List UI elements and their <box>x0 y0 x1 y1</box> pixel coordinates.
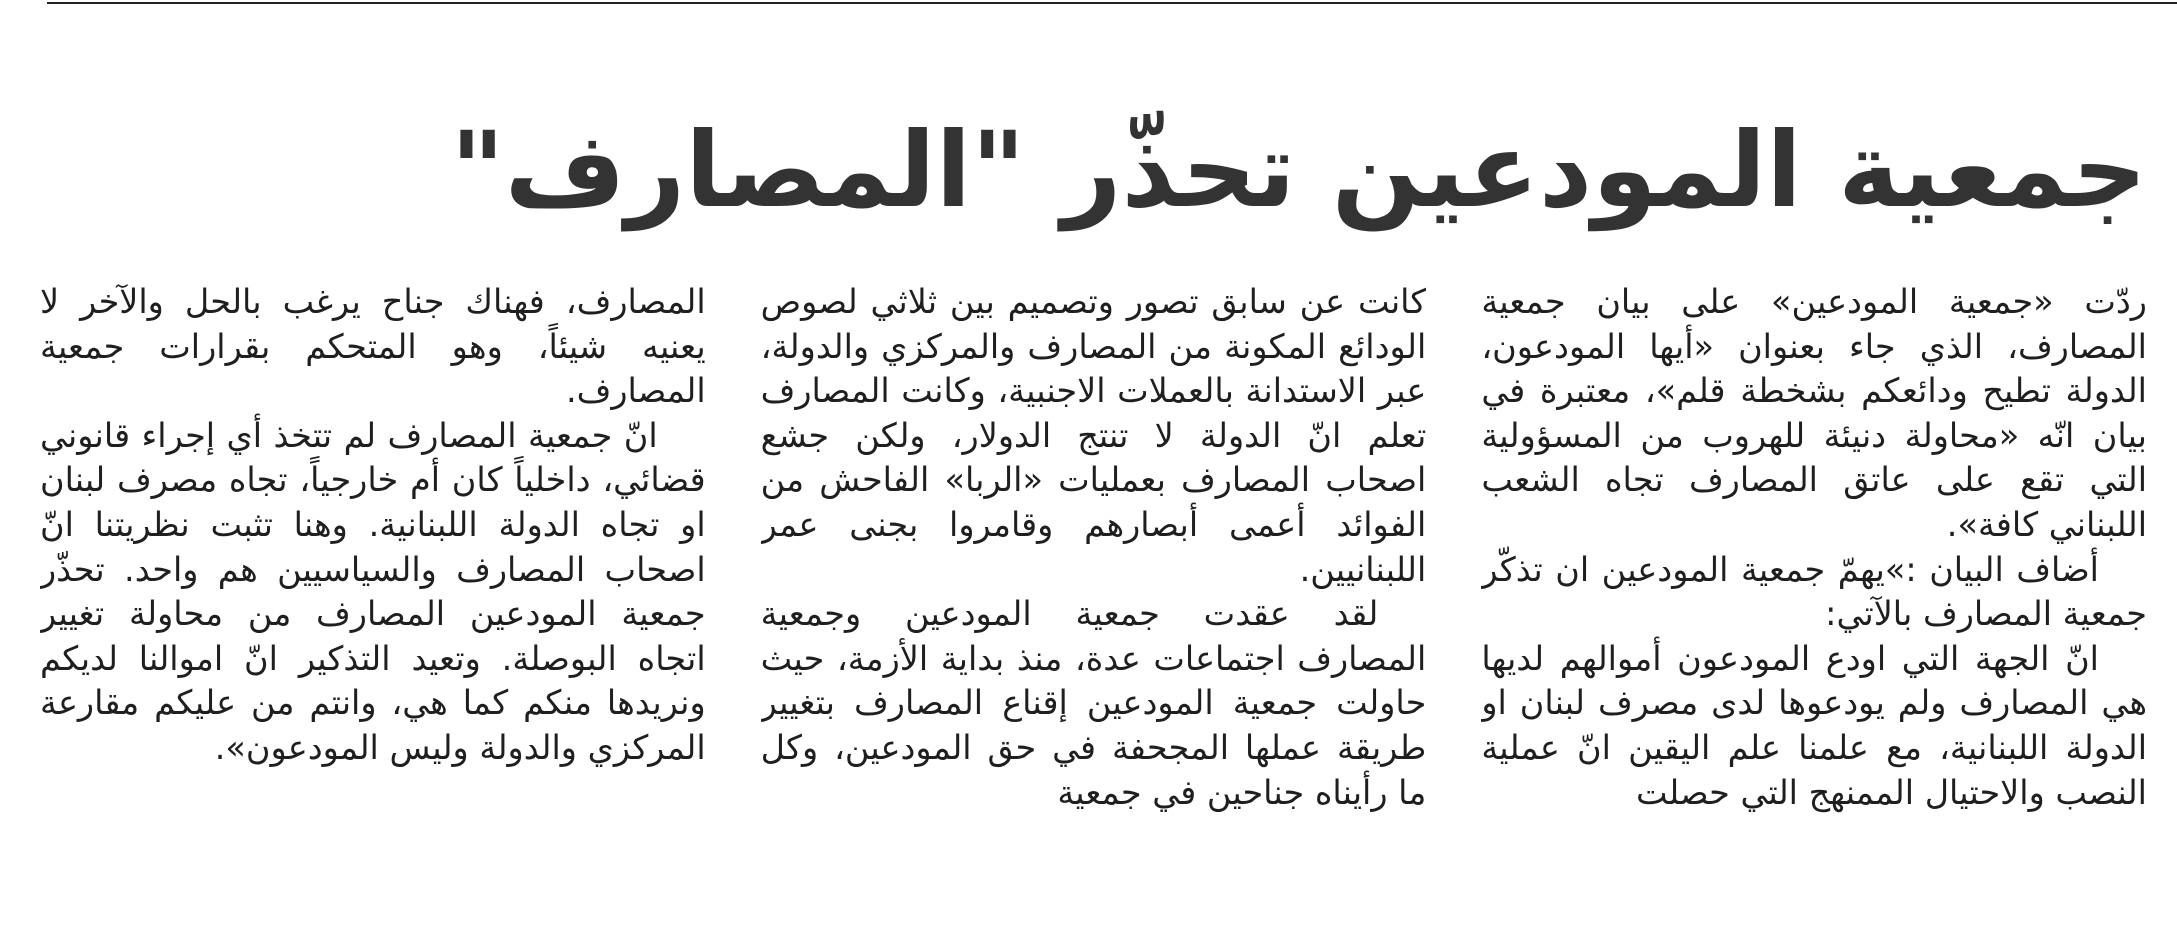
top-rule <box>47 2 2177 4</box>
paragraph: المصارف، فهناك جناح يرغب بالحل والآخر لا يعنيه شيئاً، وهو المتحكم بقرارات جمعية المصارف. <box>39 282 706 411</box>
article-column-2 <box>761 280 1427 920</box>
paragraph: انّ جمعية المصارف لم تتخذ أي إجراء قانوني قضائي، داخلياً كان أم خارجياً، تجاه مصرف لبنان او تجاه الدولة اللبنانية. وهنا تثبت نظريتنا انّ اصحاب المصارف والسياسيين هم واحد. تحذّر جمعية المودعين المصارف من محاولة تغيير اتجاه البوصلة. وتعيد التذكير انّ اموالنا لديكم ونريدها منكم كما هي، وانتم من عليكم مقارعة المركزي والدولة وليس المودعون». <box>39 415 706 767</box>
paragraph: ردّت «جمعية المودعين» على بيان جمعية المصارف، الذي جاء بعنوان «أيها المودعون، الدولة تطيح ودائعكم بشخطة قلم»، معتبرة في بيان انّه «محاولة دنيئة للهروب من المسؤولية التي تقع على عاتق المصارف تجاه الشعب اللبناني كافة». <box>1481 282 2147 544</box>
paragraph: لقد عقدت جمعية المودعين وجمعية المصارف اجتماعات عدة، منذ بداية الأزمة، حيث حاولت جمعية المودعين إقناع المصارف بتغيير طريقة عملها المجحفة في حق المودعين، وكل ما رأيناه جناحين في جمعية <box>760 594 1427 812</box>
article-column-3 <box>40 280 706 920</box>
paragraph: أضاف البيان :»يهمّ جمعية المودعين ان تذكّر جمعية المصارف بالآتي: <box>1481 549 2147 634</box>
paragraph: كانت عن سابق تصور وتصميم بين ثلاثي لصوص الودائع المكونة من المصارف والمركزي والدولة، عبر الاستدانة بالعملات الاجنبية، وكانت المصارف تعلم انّ الدولة لا تنتج الدولار، ولكن جشع اصحاب المصارف بعمليات «الربا» الفاحش من الفوائد أعمى أبصارهم وقامروا بجنى عمر اللبنانيين. <box>760 282 1427 589</box>
article-body <box>40 280 2147 920</box>
article-headline: جمعية المودعين تحذّر "المصارف" <box>450 108 2147 231</box>
paragraph: انّ الجهة التي اودع المودعون أموالهم لديها هي المصارف ولم يودعوها لدى مصرف لبنان او الدولة اللبنانية، مع علمنا علم اليقين انّ عملية النصب والاحتيال الممنهج التي حصلت <box>1481 638 2147 812</box>
article-column-1 <box>1481 280 2147 920</box>
